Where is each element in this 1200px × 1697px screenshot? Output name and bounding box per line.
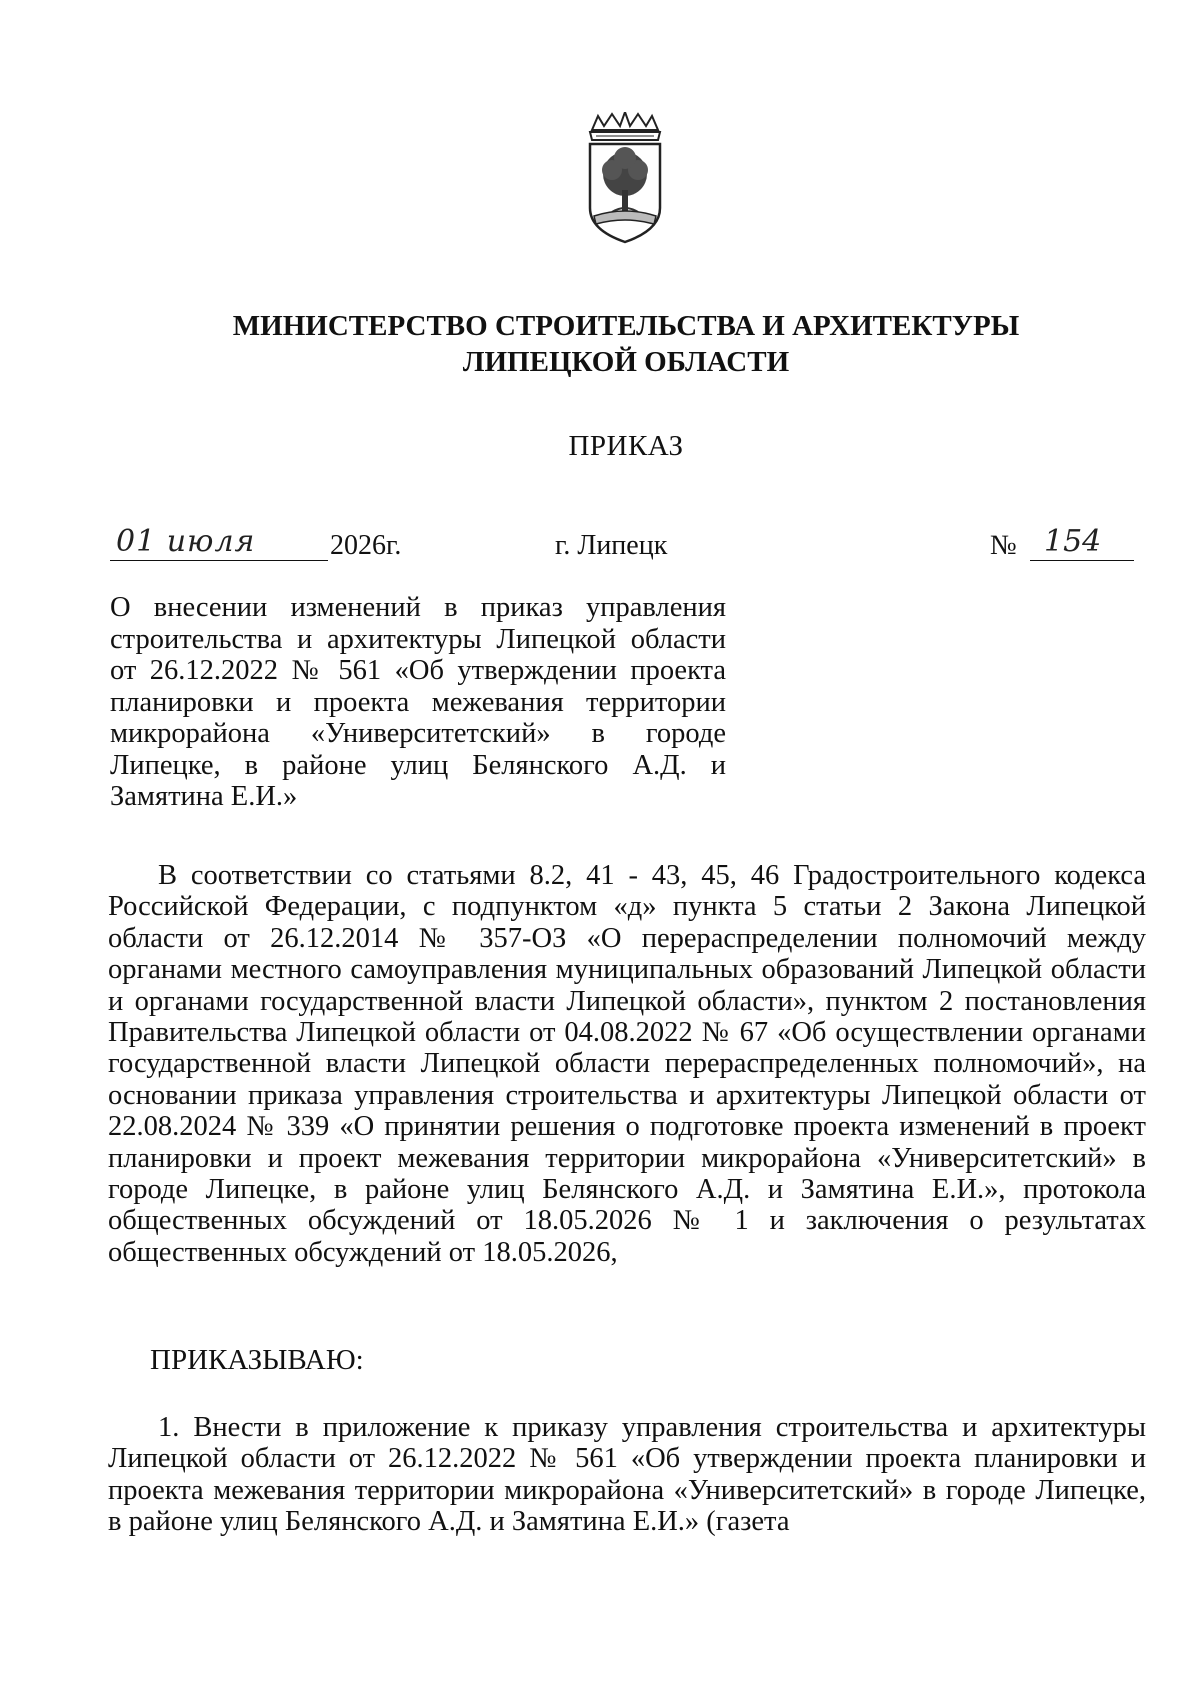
handwritten-date: 01 июля bbox=[110, 524, 328, 561]
clause-1: 1. Внести в приложение к приказу управления строительства и архитектуры Липецкой области от 26.12.2022 № 561 «Об утверждении проекта планировки и проекта межевания территории микрорайона «Университетский» в городе Липецке, в районе улиц Белянского А.Д. и Замятина Е.И.» (газета bbox=[108, 1412, 1146, 1538]
ministry-title-line2: ЛИПЕЦКОЙ ОБЛАСТИ bbox=[462, 346, 790, 378]
handwritten-number: 154 bbox=[1030, 524, 1134, 561]
coat-of-arms-icon bbox=[582, 112, 668, 246]
order-word: ПРИКАЗЫВАЮ: bbox=[150, 1344, 364, 1376]
number-label: № bbox=[990, 530, 1017, 561]
ministry-title-line1: МИНИСТЕРСТВО СТРОИТЕЛЬСТВА И АРХИТЕКТУРЫ bbox=[232, 310, 1020, 342]
ministry-title bbox=[0, 308, 1200, 380]
document-meta-row bbox=[0, 524, 1200, 570]
date-year: 2026г. bbox=[330, 530, 402, 561]
document-subject: О внесении изменений в приказ управления строительства и архитектуры Липецкой области от 26.12.2022 № 561 «Об утверждении проекта планировки и проекта межевания территории микрорайона «Университетский» в городе Липецке, в районе улиц Белянского А.Д. и Замятина Е.И.» bbox=[110, 592, 726, 812]
preamble-paragraph: В соответствии со статьями 8.2, 41 - 43, 45, 46 Градостроительного кодекса Российской Федерации, с подпунктом «д» пункта 5 статьи 2 Закона Липецкой области от 26.12.2014 № 357-ОЗ «О перераспределении полномочий между органами местного самоуправления муниципальных образований Липецкой области и органами государственной власти Липецкой области», пунктом 2 постановления Правительства Липецкой области от 04.08.2022 № 67 «Об осуществлении органами государственной власти Липецкой области перераспределенных полномочий», на основании приказа управления строительства и архитектуры Липецкой области от 22.08.2024 № 339 «О принятии решения о подготовке проекта изменений в проект планировки и проект межевания территории микрорайона «Университетский» в городе Липецке, в районе улиц Белянского А.Д. и Замятина Е.И.», протокола общественных обсуждений от 18.05.2026 № 1 и заключения о результатах общественных обсуждений от 18.05.2026, bbox=[108, 860, 1146, 1268]
city: г. Липецк bbox=[555, 530, 668, 561]
document-type: ПРИКАЗ bbox=[568, 430, 684, 462]
